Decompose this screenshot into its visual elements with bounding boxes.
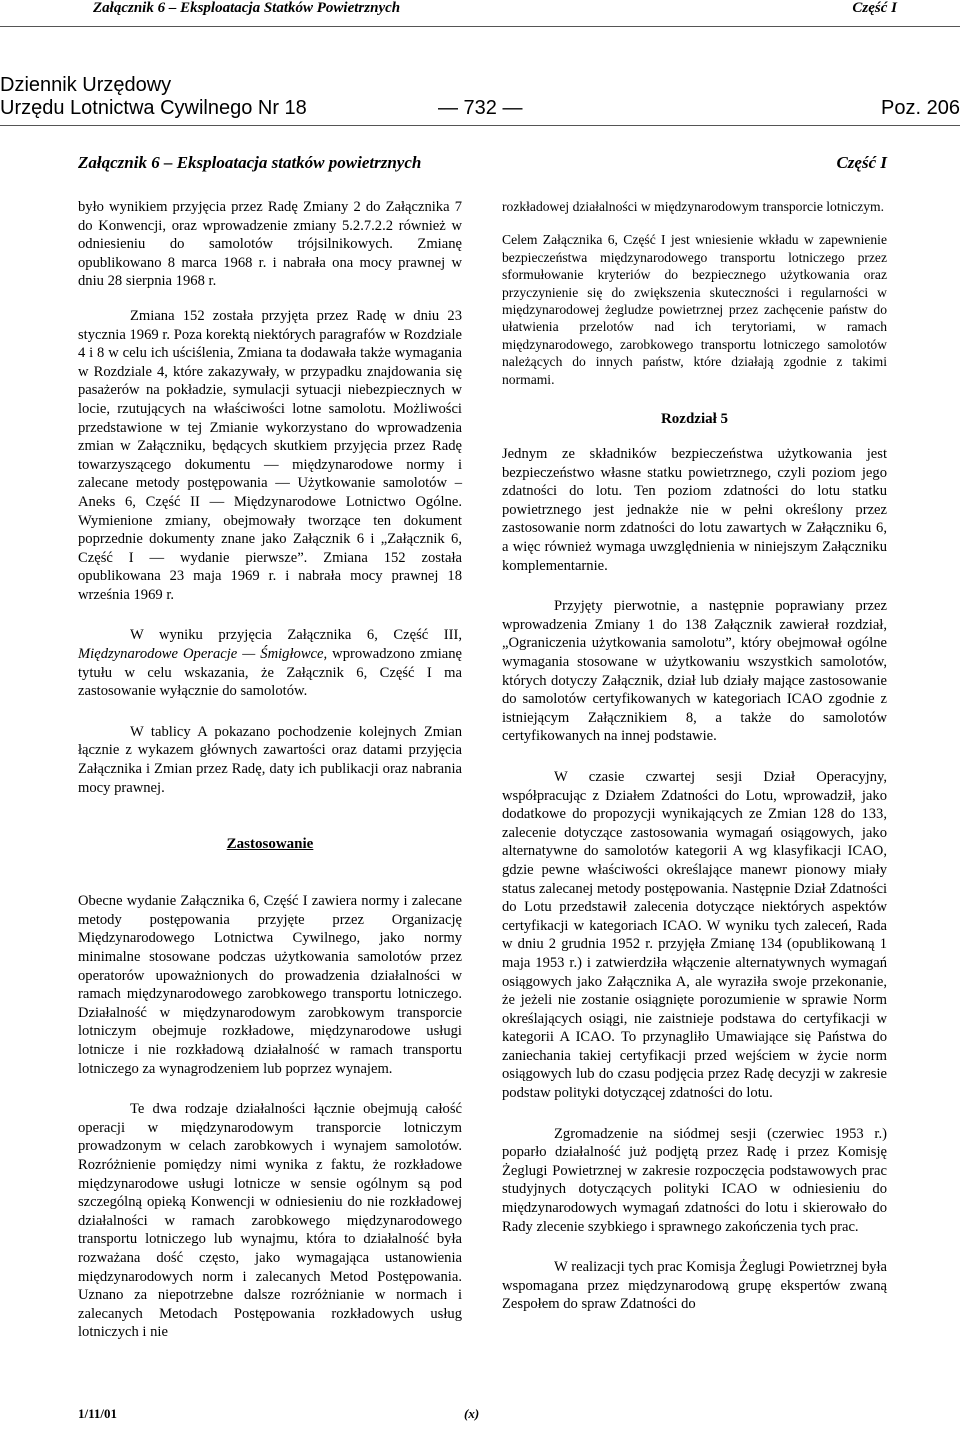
paragraph <box>78 626 462 700</box>
section-header <box>0 153 960 177</box>
paragraph: rozkładowej działalności w międzynarodowym transporcie lotniczym. <box>502 199 885 214</box>
section-header-title: Załącznik 6 – Eksploatacja statków powietrznych <box>78 153 422 172</box>
paragraph-text: W wyniku przyjęcia Załącznika 6, Część III, <box>130 627 462 644</box>
paragraph: Przyjęty pierwotnie, a następnie poprawiany przez wprowadzenia Zmiany 1 do 138 Załącznik zawierał rozdział, „Ograniczenia użytkowania samolotu”, który obejmował ogólne wymagania stosowane w użytkowaniu wszystkich samolotów, których dotyczy Załącznik, dział lub działy mające zastosowanie do samolotów certyfikowanych w kategoriach ICAO zgodnie z istniejącym Załącznikiem 8, a także do samolotów certyfikowanych na innej podstawie. <box>502 598 887 745</box>
paragraph: Te dwa rodzaje działalności łącznie obejmują całość operacji w międzynarodowym transporcie lotniczym prowadzonym w celach zarobkowych i wynajem samolotów. Rozróżnienie pomiędzy nimi wynika z faktu, że rozkładowe międzynarodowe usługi lotnicze w sensie ogólnym są pod szczególną opieką Konwencji w odniesieniu do nie rozkładowej działalności w ramach zarobkowego międzynarodowego transportu lotniczego lub wynajmu, która to działalność była rozważana dość często, jako wymagająca ustanowienia międzynarodowych norm i zalecanych Metod Postępowania. Uznano za niepotrzebne dalsze rozróżnianie w normach i zalecanych Metodach Postępowania rozkładowych usług lotniczych i nie <box>78 1101 462 1341</box>
section-header-part: Część I <box>836 153 887 172</box>
paragraph: było wynikiem przyjęcia przez Radę Zmiany 2 do Załącznika 7 do Konwencji, oraz wprowadzenie zmiany 5.2.7.2.2 również w odniesieniu do samolotów trójsilnikowych. Zmianę opublikowano 8 marca 1968 r. i nabrała ona mocy prawnej w dniu 28 sierpnia 1968 r. <box>78 199 462 290</box>
left-column <box>78 198 462 1342</box>
right-column <box>502 198 887 1314</box>
paragraph: Zmiana 152 została przyjęta przez Radę w dniu 23 stycznia 1969 r. Poza korektą niektórych paragrafów w Rozdziale 4 i 8 w celu ich uściślenia, Zmiana ta dodawała także wymagania w Rozdziale 4, które zakazywały, w przypadku znajdowania się pasażerów na pokładzie, symulacji sytuacji niebezpiecznych w locie, rzutujących na właściwości lotne samolotu. Możliwości przedstawione w tej Zmianie wykorzystano do wprowadzenia zmian w Załączniku, będących skutkiem przyjęcia przez Radę towarzyszącego dokumentu — międzynarodowe normy i zalecane metody postępowania — Użytkowanie samolotów – Aneks 6, Część II — Międzynarodowe Lotnictwo Ogólne. Wymienione zmiany, obejmowały tworzące ten dokument poprzednie dokumenty znane jako Załącznik 6 i „Załącznik 6, Część I — wydanie pierwsze”. Zmiana 152 została opublikowana 23 maja 1969 r. i nabrała mocy prawnej 18 września 1969 r. <box>78 307 462 603</box>
paragraph: Obecne wydanie Załącznika 6, Część I zawiera normy i zalecane metody postępowania przyjęte przez Organizację Międzynarodowego Lotnictwa Cywilnego, jako normy minimalne stosowane podczas użytkowania samolotów przez operatorów upoważnionych do prowadzenia działalności w ramach międzynarodowego zarobkowego transportu lotniczego. Działalność w międzynarodowym zarobkowym transporcie lotniczym obejmuje rozkładowe, międzynarodowe usługi lotnicze i nie rozkładową działalność w ramach transportu lotniczego za wynagrodzeniem lub poprzez wynajem. <box>78 893 462 1077</box>
paragraph: W realizacji tych prac Komisja Żeglugi Powietrznej była wspomagana przez międzynarodową grupę ekspertów zwaną Zespołem do spraw Zdatności do <box>502 1259 887 1313</box>
paragraph: Jednym ze składników bezpieczeństwa użytkowania jest bezpieczeństwo własne statku powietrznego, czyli poziom jego zdatności do lotu. Ten poziom zdatności do lotu statku powietrznego jest jednakże nie w pełni określony przez zastosowanie norm zdatności do lotu zawartych w Załączniku 6, a więc również wymaga uwzględnienia w niniejszym Załączniku komplementarnie. <box>502 446 887 574</box>
running-header <box>0 0 960 24</box>
journal-rule <box>0 125 960 126</box>
paragraph: W tablicy A pokazano pochodzenie kolejnych Zmian łącznie z wykazem głównych zawartości oraz datami przyjęcia Załącznika i Zmian przez Radę, daty ich publikacji oraz nabrania mocy prawnej. <box>78 723 462 796</box>
journal-name: Dziennik Urzędowy <box>0 74 172 96</box>
running-header-part: Część I <box>852 0 897 16</box>
paragraph-text: wprowadzono zmianę tytułu w celu wskazania, że Załącznik 6, Część I ma zastosowanie wyłącznie do samolotów. <box>78 646 463 700</box>
page-number: — 732 — <box>438 97 523 119</box>
running-header-title: Załącznik 6 – Eksploatacja Statków Powietrznych <box>93 0 401 16</box>
journal-header <box>0 52 960 122</box>
header-rule <box>0 26 960 27</box>
section-heading: Zastosowanie <box>226 836 314 853</box>
footer-page: (x) <box>464 1406 480 1421</box>
paragraph: Celem Załącznika 6, Część I jest wniesienie wkładu w zapewnienie bezpieczeństwa międzynarodowego transportu lotniczego przez sformułowanie kryteriów do bezpiecznego użytkowania oraz przyczynienie się do zwiększenia skuteczności i regularności w międzynarodowej żegludze powietrznej przez zachęcenie państw do ułatwienia przelotów nad ich terytoriami, w ramach międzynarodowego, zarobkowego transportu lotniczego samolotów należących do innych państw, które działają zgodnie z takimi normami. <box>502 232 887 387</box>
position-number: Poz. 206 <box>881 97 960 119</box>
paragraph: W czasie czwartej sesji Dział Operacyjny, współpracując z Działem Zdatności do Lotu, wprowadził, jako dodatkowe do propozycji wynikających ze Zmian 128 do 133, zalecenie dotyczące zastosowania wymagań osiągowych, jako alternatywne do samolotów kategorii A wg klasyfikacji ICAO, gdzie pewne właściwości określające manewr pionowy miały status zalecanej metody postępowania. Następnie Dział Zdatności do Lotu przedstawił zalecenia dotyczące niektórych aspektów certyfikacji w kategoriach ICAO. W wyniku tych zaleceń, Rada w dniu 2 grudnia 1952 r. przyjęła Zmianę 134 (opublikowaną 1 maja 1953 r.) i zatwierdziła włączenie alternatywnych wymagań osiągowych jako Załącznika A, ale wyraziła swoje przekonanie, że jeżeli nie zostanie osiągnięte porozumienie w sprawie Norm określających osiągi, nie zaistnieje podstawa do certyfikacji w kategorii A ICAO. To przynagliło Umawiające się Państwa do zaniechania takiej certyfikacji przed wejściem w życie norm osiągowych lub do czasu podjęcia przez Radę decyzji w zakresie podstaw polityki dotyczącej zdatności do lotu. <box>502 768 887 1102</box>
section-heading: Rozdział 5 <box>660 411 729 428</box>
journal-issue: Urzędu Lotnictwa Cywilnego Nr 18 <box>0 97 307 119</box>
footer-date: 1/11/01 <box>78 1406 118 1421</box>
paragraph: Zgromadzenie na siódmej sesji (czerwiec 1953 r.) poparło działalność już podjętą przez Radę i przez Komisję Żeglugi Powietrznej w zakresie rozpoczęcia podstawowych prac studyjnych dotyczących polityki ICAO w odniesieniu do międzynarodowych wymagań zdatności do lotu i skierowało do Rady zlecenie szybkiego i sprawnego zakończenia tych prac. <box>502 1125 887 1235</box>
paragraph-italic: Międzynarodowe Operacje — Śmigłowce, <box>78 646 328 663</box>
